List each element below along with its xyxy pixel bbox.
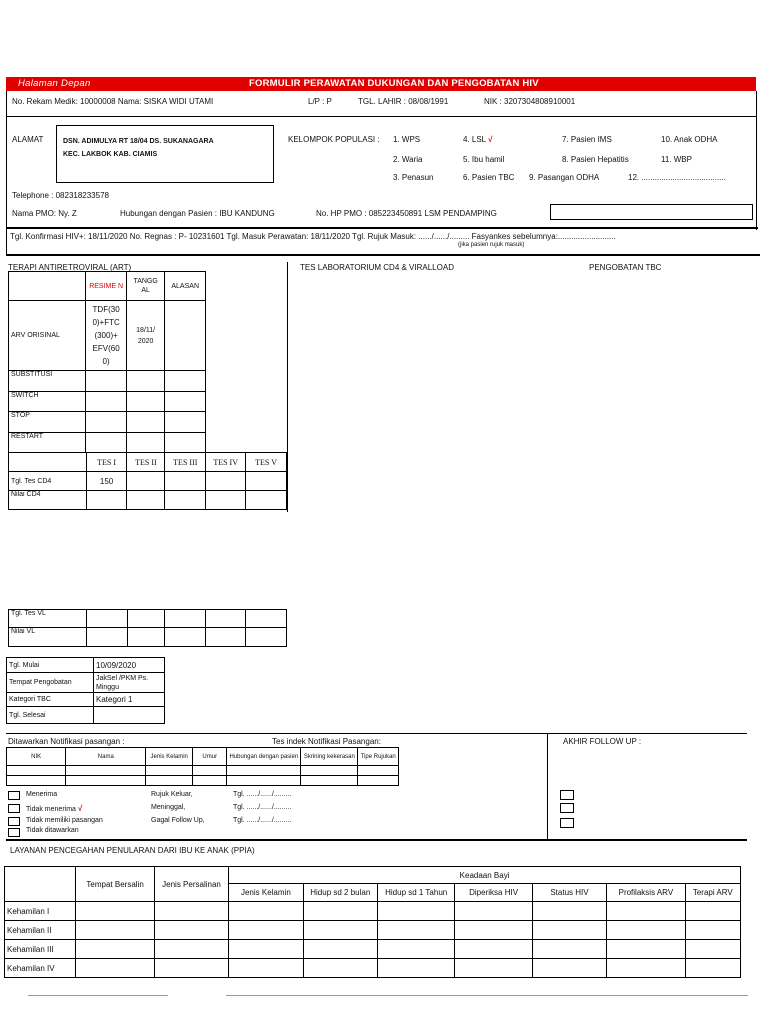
divider	[226, 995, 748, 996]
kelompok-option[interactable]: 9. Pasangan ODHA	[529, 173, 600, 182]
cell[interactable]	[532, 921, 606, 940]
col-tes1: TES I	[86, 453, 127, 472]
cell[interactable]	[165, 610, 206, 628]
cell[interactable]	[126, 392, 165, 412]
kelompok-option[interactable]: 5. Ibu hamil	[463, 155, 505, 164]
col-tempat-bersalin: Tempat Bersalin	[76, 867, 154, 902]
cell[interactable]	[455, 959, 532, 978]
cell[interactable]	[358, 776, 399, 786]
cell[interactable]	[246, 610, 287, 628]
divider	[6, 227, 758, 229]
col-nik: NIK	[7, 748, 66, 766]
art-table	[8, 271, 206, 453]
cell[interactable]	[607, 902, 685, 921]
ppia-table	[4, 866, 741, 978]
address-line-2: KEC. LAKBOK KAB. CIAMIS	[63, 151, 158, 158]
row-arv-orisinal: ARV ORISINAL	[9, 301, 86, 371]
kelompok-option[interactable]: 12. ......................................	[628, 173, 726, 182]
col-jenis-kelamin: Jenis Kelamin	[229, 884, 303, 902]
cell[interactable]	[165, 392, 206, 412]
cell[interactable]	[86, 433, 127, 453]
checkbox-tidak-memiliki[interactable]	[8, 817, 20, 826]
pmo-name: Nama PMO: Ny. Z	[12, 209, 77, 218]
col-tes4: TES IV	[206, 453, 246, 472]
cell[interactable]	[86, 412, 127, 433]
cell[interactable]	[532, 902, 606, 921]
row-tgl-cd4: Tgl. Tes CD4	[9, 472, 87, 491]
lab-section-title: TES LABORATORIUM CD4 & VIRALLOAD	[300, 263, 454, 272]
cell[interactable]	[127, 491, 165, 510]
arv-alasan-value[interactable]	[165, 301, 206, 371]
followup-tgl: Tgl. ....../....../.........	[233, 817, 292, 824]
divider	[28, 995, 168, 996]
divider	[6, 116, 756, 117]
cell[interactable]	[532, 959, 606, 978]
cell[interactable]	[66, 776, 146, 786]
row-nilai-cd4: Nilai CD4	[9, 491, 87, 510]
tbc-section-title: PENGOBATAN TBC	[589, 263, 662, 272]
tbc-table	[6, 657, 165, 724]
cell[interactable]	[377, 902, 454, 921]
cell[interactable]	[685, 921, 740, 940]
cell[interactable]	[7, 766, 66, 776]
checkbox-tidak-ditawarkan[interactable]	[8, 828, 20, 837]
cell[interactable]	[76, 959, 154, 978]
cell[interactable]	[76, 902, 154, 921]
tgl-selesai-value[interactable]	[94, 707, 165, 724]
cell[interactable]	[229, 921, 303, 940]
rujuk-note: (jika pasien rujuk masuk)	[458, 242, 525, 248]
cell[interactable]	[154, 940, 228, 959]
kelompok-option[interactable]: 10. Anak ODHA	[661, 135, 718, 144]
section-divider	[287, 262, 288, 512]
cell[interactable]	[206, 472, 246, 491]
followup-tgl: Tgl. ....../....../.........	[233, 791, 292, 798]
col-keadaan-bayi: Keadaan Bayi	[229, 867, 741, 884]
col-hidup-2-bulan: Hidup sd 2 bulan	[303, 884, 377, 902]
cell[interactable]	[377, 940, 454, 959]
row-tgl-vl: Tgl. Tes VL	[9, 610, 87, 628]
cell[interactable]	[86, 628, 127, 647]
col-resimen: RESIME N	[86, 272, 127, 301]
option-tidak-menerima: Tidak menerima √	[26, 804, 83, 813]
cell[interactable]	[126, 433, 165, 453]
row-switch: SWITCH	[9, 392, 86, 412]
divider	[6, 733, 747, 734]
kategori-value[interactable]: Kategori 1	[94, 693, 165, 707]
pmo-phone: No. HP PMO : 085223450891 LSM PENDAMPING	[316, 209, 497, 218]
konfirmasi-line: Tgl. Konfirmasi HIV+: 18/11/2020 No. Regnas : P- 10231601 Tgl. Masuk Perawatan: 18/11/2020 Tgl. Rujuk Masuk: ....../....../......... Fasyankes sebelumnya:..........................	[10, 232, 616, 241]
cell[interactable]	[206, 628, 246, 647]
birth-date: TGL. LAHIR : 08/08/1991	[358, 97, 449, 106]
option-tidak-ditawarkan: Tidak ditawarkan	[26, 827, 79, 834]
cell[interactable]	[165, 628, 206, 647]
address-box	[56, 125, 274, 183]
row-stop: STOP	[9, 412, 86, 433]
cell[interactable]	[76, 940, 154, 959]
kelompok-label: KELOMPOK POPULASI :	[288, 135, 380, 144]
cell[interactable]	[303, 902, 377, 921]
cell[interactable]	[146, 776, 193, 786]
row-kategori: Kategori TBC	[7, 693, 94, 707]
col-tanggal: TANGG AL	[126, 272, 165, 301]
cell[interactable]	[246, 628, 287, 647]
rekam-medik: No. Rekam Medik: 10000008 Nama: SISKA WIDI UTAMI	[12, 97, 214, 106]
cell[interactable]	[303, 940, 377, 959]
row-nilai-vl: Nilai VL	[9, 628, 87, 647]
option-tidak-memiliki: Tidak memiliki pasangan	[26, 817, 103, 824]
form-title: FORMULIR PERAWATAN DUKUNGAN DAN PENGOBATAN HIV	[249, 78, 539, 89]
followup-rujuk: Rujuk Keluar,	[151, 791, 193, 798]
cell[interactable]	[66, 766, 146, 776]
ditawarkan-label: Ditawarkan Notifikasi pasangan :	[8, 737, 125, 746]
checkbox-menerima[interactable]	[8, 791, 20, 800]
row-substitusi: SUBSTITUSI	[9, 371, 86, 392]
alamat-label: ALAMAT	[12, 135, 44, 144]
col-tes5: TES V	[246, 453, 287, 472]
col-jenis-persalinan: Jenis Persalinan	[154, 867, 228, 902]
cell[interactable]	[127, 472, 165, 491]
row-restart: RESTART	[9, 433, 86, 453]
arv-tanggal-value[interactable]: 18/11/ 2020	[126, 301, 165, 371]
cell[interactable]	[229, 902, 303, 921]
kelompok-option[interactable]: 6. Pasien TBC	[463, 173, 515, 182]
tgl-mulai-value[interactable]: 10/09/2020	[94, 658, 165, 673]
cell[interactable]	[7, 776, 66, 786]
row-tgl-mulai: Tgl. Mulai	[7, 658, 94, 673]
cell[interactable]	[358, 766, 399, 776]
cell[interactable]	[206, 610, 246, 628]
followup-tgl: Tgl. ....../....../.........	[233, 804, 292, 811]
cell[interactable]	[685, 940, 740, 959]
col-profilaksis-arv: Profilaksis ARV	[607, 884, 685, 902]
cell[interactable]	[206, 491, 246, 510]
kelompok-option[interactable]: 1. WPS	[393, 135, 421, 144]
kelompok-option[interactable]: 2. Waria	[393, 155, 423, 164]
home-link[interactable]: Halaman Depan	[18, 78, 91, 89]
pmo-relation: Hubungan dengan Pasien : IBU KANDUNG	[120, 209, 275, 218]
cd4-tes1-value[interactable]: 150	[86, 472, 127, 491]
checkbox-meninggal[interactable]	[560, 803, 574, 813]
check-mark-icon: √	[488, 135, 493, 144]
option-menerima: Menerima	[26, 791, 58, 798]
cell[interactable]	[146, 766, 193, 776]
checkbox-rujuk-keluar[interactable]	[560, 790, 574, 800]
vl-table	[8, 609, 287, 647]
row-kehamilan-2: Kehamilan II	[5, 921, 76, 940]
cell[interactable]	[455, 940, 532, 959]
cell[interactable]	[246, 491, 287, 510]
cd4-table	[8, 452, 287, 510]
frame-right	[756, 91, 757, 230]
checkbox-tidak-menerima[interactable]	[8, 804, 20, 813]
cell[interactable]	[86, 610, 127, 628]
cell[interactable]	[86, 491, 127, 510]
arv-resimen-value[interactable]: TDF(30 0)+FTC (300)+ EFV(60 0)	[86, 301, 127, 371]
cell[interactable]	[455, 921, 532, 940]
row-kehamilan-1: Kehamilan I	[5, 902, 76, 921]
followup-gagal: Gagal Follow Up,	[151, 817, 205, 824]
divider	[6, 839, 747, 841]
notif-table	[6, 747, 399, 786]
col-tes3: TES III	[165, 453, 206, 472]
kelompok-option[interactable]: 7. Pasien IMS	[562, 135, 612, 144]
cell[interactable]	[607, 940, 685, 959]
col-tes2: TES II	[127, 453, 165, 472]
kelompok-option[interactable]: 11. WBP	[661, 155, 692, 164]
cell[interactable]	[154, 921, 228, 940]
cell[interactable]	[303, 921, 377, 940]
art-section-title: TERAPI ANTIRETROVIRAL (ART)	[8, 263, 132, 272]
col-diperiksa-hiv: Diperiksa HIV	[455, 884, 532, 902]
col-status-hiv: Status HIV	[532, 884, 606, 902]
blank-input-box[interactable]	[550, 204, 753, 220]
cell[interactable]	[607, 921, 685, 940]
cell[interactable]	[154, 959, 228, 978]
cell[interactable]	[227, 766, 301, 776]
cell[interactable]	[154, 902, 228, 921]
cell[interactable]	[301, 766, 358, 776]
cell[interactable]	[229, 940, 303, 959]
col-jenis-kelamin: Jenis Kelamin	[146, 748, 193, 766]
row-tempat: Tempat Pengobatan	[7, 673, 94, 693]
cell[interactable]	[229, 959, 303, 978]
cell[interactable]	[86, 371, 127, 392]
cell[interactable]	[193, 776, 227, 786]
col-skrining: Skrining kekerasan	[301, 748, 358, 766]
col-hidup-1-tahun: Hidup sd 1 Tahun	[377, 884, 454, 902]
check-mark-icon: √	[77, 804, 83, 813]
checkbox-gagal-follow-up[interactable]	[560, 818, 574, 828]
gender: L/P : P	[308, 97, 332, 106]
cell[interactable]	[193, 766, 227, 776]
kelompok-option[interactable]: 8. Pasien Hepatitis	[562, 155, 629, 164]
row-kehamilan-3: Kehamilan III	[5, 940, 76, 959]
akhir-follow-up-label: AKHIR FOLLOW UP :	[563, 737, 642, 746]
cell[interactable]	[455, 902, 532, 921]
cell[interactable]	[127, 610, 165, 628]
cell[interactable]	[165, 433, 206, 453]
cell[interactable]	[532, 940, 606, 959]
cell[interactable]	[377, 921, 454, 940]
cell[interactable]	[165, 412, 206, 433]
col-nama: Nama	[66, 748, 146, 766]
cell[interactable]	[86, 392, 127, 412]
followup-meninggal: Meninggal,	[151, 804, 186, 811]
address-line-1: DSN. ADIMULYA RT 18/04 DS. SUKANAGARA	[63, 138, 214, 145]
cell[interactable]	[126, 371, 165, 392]
cell[interactable]	[126, 412, 165, 433]
cell[interactable]	[227, 776, 301, 786]
col-alasan: ALASAN	[165, 272, 206, 301]
divider	[6, 254, 760, 256]
cell[interactable]	[127, 628, 165, 647]
form-header	[6, 77, 756, 91]
kelompok-option[interactable]: 3. Penasun	[393, 173, 434, 182]
tempat-value[interactable]: JakSel /PKM Ps. Minggu	[94, 673, 165, 693]
nik: NIK : 3207304808910001	[484, 97, 576, 106]
col-terapi-arv: Terapi ARV	[685, 884, 740, 902]
row-kehamilan-4: Kehamilan IV	[5, 959, 76, 978]
ppia-title: LAYANAN PENCEGAHAN PENULARAN DARI IBU KE ANAK (PPIA)	[10, 846, 255, 855]
cell[interactable]	[685, 902, 740, 921]
cell[interactable]	[303, 959, 377, 978]
row-tgl-selesai: Tgl. Selesai	[7, 707, 94, 724]
col-hubungan: Hubungan dengan pasien	[227, 748, 301, 766]
col-tipe-rujukan: Tipe Rujukan	[358, 748, 399, 766]
divider	[547, 733, 548, 839]
cell[interactable]	[165, 472, 206, 491]
cell[interactable]	[165, 371, 206, 392]
cell[interactable]	[607, 959, 685, 978]
cell[interactable]	[301, 776, 358, 786]
cell[interactable]	[76, 921, 154, 940]
telephone: Telephone : 082318233578	[12, 191, 109, 200]
kelompok-option[interactable]: 4. LSL √	[463, 135, 493, 144]
cell[interactable]	[685, 959, 740, 978]
tes-indek-label: Tes indek Notifikasi Pasangan:	[272, 737, 381, 746]
col-umur: Umur	[193, 748, 227, 766]
cell[interactable]	[377, 959, 454, 978]
cell[interactable]	[165, 491, 206, 510]
cell[interactable]	[246, 472, 287, 491]
